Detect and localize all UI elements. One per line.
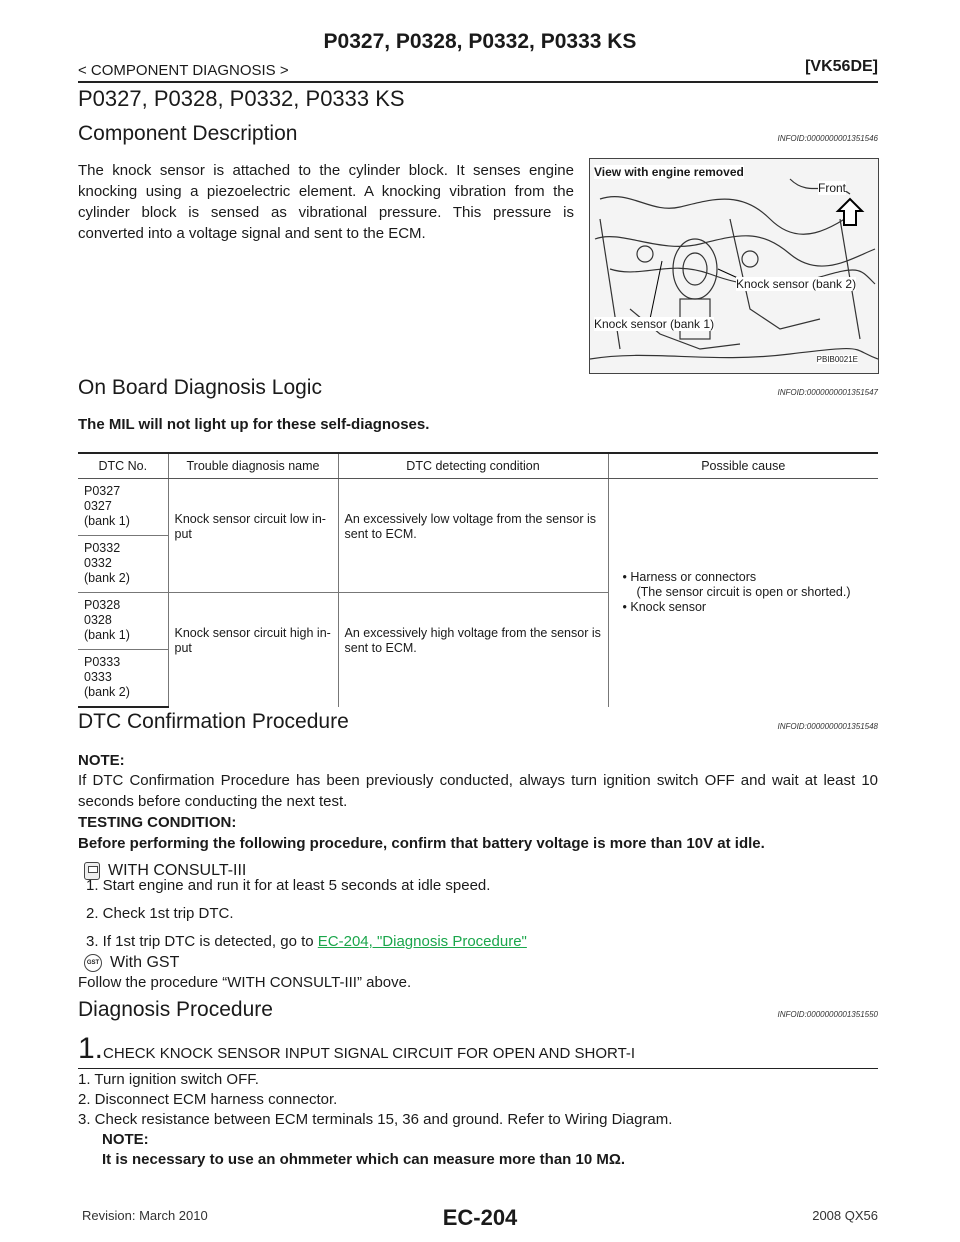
diag-note-label: NOTE:	[102, 1131, 149, 1148]
condition-low: An excessively low voltage from the sensor is sent to ECM.	[338, 479, 608, 593]
testing-condition-label: TESTING CONDITION:	[78, 814, 237, 831]
cause-subitem: (The sensor circuit is open or shorted.)	[636, 585, 851, 600]
dtc-cell	[78, 479, 168, 536]
gst-text: Follow the procedure “WITH CONSULT-III” above.	[78, 974, 412, 991]
dtc-confirm-heading: DTC Confirmation Procedure	[78, 710, 349, 733]
diag-steps	[78, 1070, 672, 1170]
main-title: P0327, P0328, P0332, P0333 KS	[78, 86, 405, 111]
dtc-cell	[78, 650, 168, 707]
knock-sensor-figure	[589, 158, 879, 374]
dtc-code: P0333	[84, 655, 121, 669]
figure-front-label: Front	[818, 181, 847, 195]
gst-label: With GST	[110, 954, 180, 971]
dtc-cell	[78, 593, 168, 650]
figure-caption-top: View with engine removed	[594, 165, 744, 179]
cause-knock-sensor: Knock sensor	[630, 600, 707, 615]
revision-label: Revision: March 2010	[82, 1208, 208, 1223]
component-description-text: The knock sensor is attached to the cylinder block. It senses engine knocking using a piezoelectric element. A knocking vibration from the cylinder block is sensed as vibrational pressure. This pressure is converted into a voltage signal and sent to the ECM.	[78, 162, 574, 242]
diag-step-divider	[78, 1068, 878, 1069]
component-description-heading: Component Description	[78, 122, 298, 145]
diag-step-1: 1. Turn ignition switch OFF.	[78, 1071, 259, 1088]
figure-code: PBIB0021E	[816, 355, 858, 364]
section-label: < COMPONENT DIAGNOSIS >	[78, 62, 289, 79]
diag-note-text: It is necessary to use an ohmmeter which can measure more than 10 MΩ.	[102, 1151, 626, 1168]
dtc-code-short: 0327	[84, 499, 112, 513]
diagnosis-procedure-heading: Diagnosis Procedure	[78, 998, 273, 1021]
table-row	[78, 479, 878, 536]
col-header-name: Trouble diagnosis name	[168, 453, 338, 479]
note-label: NOTE:	[78, 752, 125, 769]
obd-logic-note: The MIL will not light up for these self-diagnoses.	[78, 416, 430, 433]
header-divider	[78, 81, 878, 83]
step-3-text: 3. If 1st trip DTC is detected, go to	[86, 933, 318, 950]
cause-item: • Harness or connectors	[622, 570, 757, 585]
cause-item: • Knock sensor	[622, 600, 707, 615]
dtc-code: P0327	[84, 484, 121, 498]
infoid-obd: INFOID:0000000001351547	[777, 388, 878, 397]
gst-icon: GST	[84, 954, 102, 972]
diagnosis-procedure-link[interactable]: EC-204, "Diagnosis Procedure"	[317, 933, 527, 950]
gst-section	[84, 952, 179, 973]
model-label: [VK56DE]	[805, 58, 878, 75]
figure-bank1-label: Knock sensor (bank 1)	[594, 317, 715, 331]
infoid-component: INFOID:0000000001351546	[777, 134, 878, 143]
dtc-code-short: 0333	[84, 670, 112, 684]
col-header-condition: DTC detecting condition	[338, 453, 608, 479]
infoid-diag: INFOID:0000000001351550	[777, 1010, 878, 1019]
diag-step-3: 3. Check resistance between ECM terminals 15, 36 and ground. Refer to Wiring Diagram.	[78, 1111, 673, 1128]
infoid-dtc-confirm: INFOID:0000000001351548	[777, 722, 878, 731]
dtc-code-short: 0332	[84, 556, 112, 570]
dtc-bank: (bank 1)	[84, 628, 130, 642]
step-2: 2. Check 1st trip DTC.	[86, 905, 234, 922]
dtc-table	[78, 452, 878, 708]
dtc-bank: (bank 2)	[84, 571, 130, 585]
model-year-label: 2008 QX56	[812, 1208, 878, 1223]
trouble-name-low: Knock sensor circuit low in-put	[168, 479, 338, 593]
diag-step-title: CHECK KNOCK SENSOR INPUT SIGNAL CIRCUIT FOR OPEN AND SHORT-I	[103, 1045, 636, 1062]
page-number: EC-204	[442, 1205, 518, 1230]
diag-step-heading	[78, 1032, 635, 1066]
figure-bank2-label: Knock sensor (bank 2)	[736, 277, 857, 291]
col-header-dtc: DTC No.	[78, 453, 168, 479]
possible-cause-cell	[608, 479, 878, 707]
obd-logic-heading: On Board Diagnosis Logic	[78, 376, 322, 399]
condition-high: An excessively high voltage from the sensor is sent to ECM.	[338, 593, 608, 707]
trouble-name-high: Knock sensor circuit high in-put	[168, 593, 338, 707]
dtc-bank: (bank 2)	[84, 685, 130, 699]
note-text: If DTC Confirmation Procedure has been previously conducted, always turn ignition switch OFF and wait at least 10 seconds before conducting the next test.	[78, 772, 878, 810]
dtc-code: P0332	[84, 541, 121, 555]
consult-steps	[86, 872, 527, 956]
step-1: 1. Start engine and run it for at least 5 seconds at idle speed.	[86, 877, 491, 894]
consult-label: WITH CONSULT-III	[108, 862, 247, 879]
testing-condition-text: Before performing the following procedure, confirm that battery voltage is more than 10V at idle.	[78, 835, 765, 852]
col-header-cause: Possible cause	[608, 453, 878, 479]
dtc-bank: (bank 1)	[84, 514, 130, 528]
dtc-cell	[78, 536, 168, 593]
diag-step-2: 2. Disconnect ECM harness connector.	[78, 1091, 338, 1108]
dtc-code-short: 0328	[84, 613, 112, 627]
diag-step-number: 1.	[78, 1032, 104, 1065]
cause-harness: Harness or connectors	[630, 570, 757, 585]
table-header-row	[78, 453, 878, 479]
dtc-code: P0328	[84, 598, 121, 612]
page-header-title: P0327, P0328, P0332, P0333 KS	[323, 30, 637, 53]
